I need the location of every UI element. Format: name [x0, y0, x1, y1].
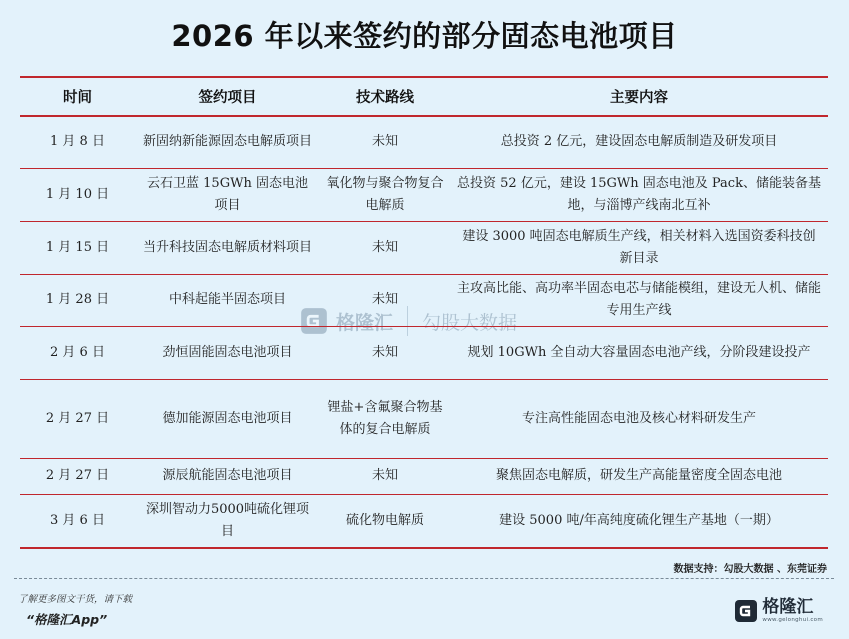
cell-content: 聚焦固态电解质，研发生产高能量密度全固态电池	[450, 458, 828, 494]
footer-brand: 格隆汇	[762, 597, 814, 617]
table-body	[20, 116, 828, 548]
cell-tech: 未知	[320, 221, 450, 274]
cell-tech: 氧化物与聚合物复合电解质	[320, 168, 450, 221]
header-content: 主要内容	[450, 77, 828, 116]
cell-project: 中科起能半固态项目	[135, 274, 320, 326]
cell-date: 1 月 28 日	[20, 274, 135, 326]
table-row	[20, 379, 828, 458]
cell-content: 总投资 2 亿元，建设固态电解质制造及研发项目	[450, 116, 828, 168]
gelonghui-logo-icon	[734, 599, 758, 623]
cell-content: 建设 3000 吨固态电解质生产线，相关材料入选国资委科技创新目录	[450, 221, 828, 274]
table-row	[20, 168, 828, 221]
header-row	[20, 77, 828, 116]
table-row	[20, 494, 828, 548]
cell-date: 2 月 27 日	[20, 379, 135, 458]
cell-date: 1 月 10 日	[20, 168, 135, 221]
projects-table	[20, 76, 828, 549]
table-row	[20, 221, 828, 274]
footer-domain: www.gelonghui.com	[762, 617, 823, 623]
cell-date: 2 月 6 日	[20, 326, 135, 379]
cell-tech: 硫化物电解质	[320, 494, 450, 548]
table-header	[20, 77, 828, 116]
header-project: 签约项目	[135, 77, 320, 116]
cell-content: 规划 10GWh 全自动大容量固态电池产线，分阶段建设投产	[450, 326, 828, 379]
table-row	[20, 326, 828, 379]
cell-date: 1 月 8 日	[20, 116, 135, 168]
cell-date: 3 月 6 日	[20, 494, 135, 548]
cell-content: 专注高性能固态电池及核心材料研发生产	[450, 379, 828, 458]
header-time: 时间	[20, 77, 135, 116]
cell-date: 2 月 27 日	[20, 458, 135, 494]
page-title: 2026 年以来签约的部分固态电池项目	[171, 19, 678, 53]
data-source: 数据支持：勾股大数据 、东莞证券	[673, 564, 827, 575]
cell-project: 德加能源固态电池项目	[135, 379, 320, 458]
cell-content: 主攻高比能、高功率半固态电芯与储能模组，建设无人机、储能专用生产线	[450, 274, 828, 326]
download-prompt: 了解更多图文干货，请下载	[18, 594, 133, 605]
cell-tech: 未知	[320, 458, 450, 494]
cell-project: 当升科技固态电解质材料项目	[135, 221, 320, 274]
cell-project: 深圳智动力5000吨硫化锂项目	[135, 494, 320, 548]
cell-project: 新固纳新能源固态电解质项目	[135, 116, 320, 168]
cell-project: 源辰航能固态电池项目	[135, 458, 320, 494]
cell-tech: 锂盐+含氟聚合物基体的复合电解质	[320, 379, 450, 458]
footer-divider	[14, 578, 834, 579]
cell-content: 总投资 52 亿元，建设 15GWh 固态电池及 Pack、储能装备基地，与淄博产线南北互补	[450, 168, 828, 221]
watermark-brand: 格隆汇	[336, 311, 394, 334]
watermark-name: 勾股大数据	[422, 311, 518, 334]
header-tech: 技术路线	[320, 77, 450, 116]
footer-logo	[734, 597, 823, 624]
app-name: “格隆汇App”	[26, 612, 108, 627]
cell-tech: 未知	[320, 116, 450, 168]
table-row	[20, 116, 828, 168]
cell-tech: 未知	[320, 274, 450, 326]
table-row	[20, 458, 828, 494]
table-row	[20, 274, 828, 326]
cell-project: 劲恒固能固态电池项目	[135, 326, 320, 379]
cell-date: 1 月 15 日	[20, 221, 135, 274]
cell-content: 建设 5000 吨/年高纯度硫化锂生产基地（一期）	[450, 494, 828, 548]
cell-project: 云石卫蓝 15GWh 固态电池项目	[135, 168, 320, 221]
cell-tech: 未知	[320, 326, 450, 379]
